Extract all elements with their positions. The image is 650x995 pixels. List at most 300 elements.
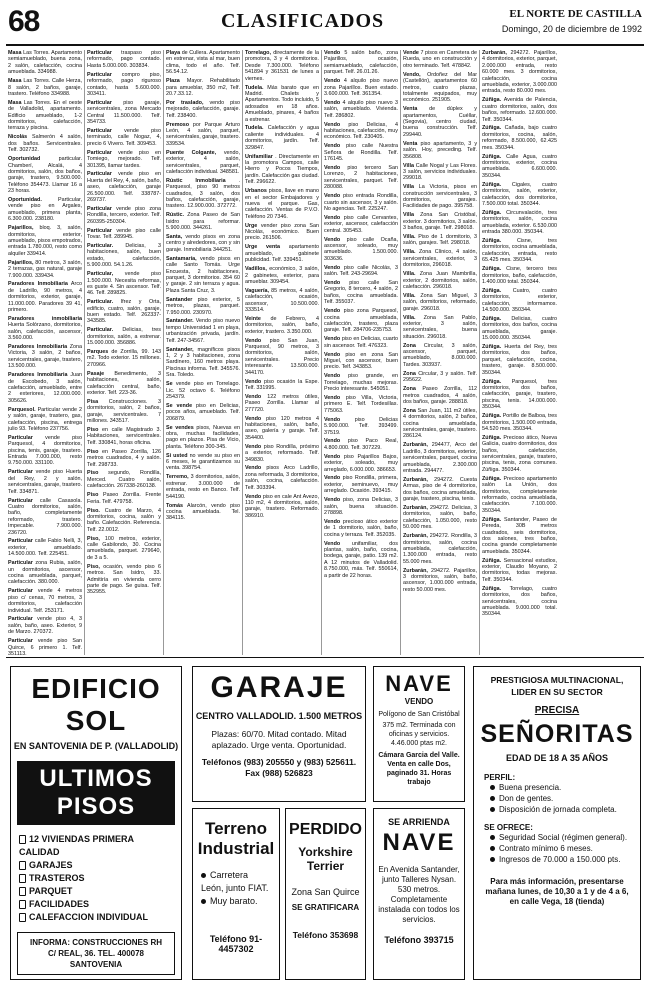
nave2-text: En Avenida Santander, junto Talleres Nysan. 530 metros. Completamente instalada con todos los servicios. <box>378 865 460 924</box>
classified-ad <box>324 336 398 349</box>
ad-text: piso calle Cervantes, exterior, ascensor, calefacción central. 305453. <box>324 214 398 234</box>
classified-ad <box>403 505 477 531</box>
classified-ad <box>324 417 398 436</box>
sol-feature-text: 12 VIVIENDAS PRIMERA CALIDAD <box>19 834 134 857</box>
classified-ad <box>403 72 477 104</box>
ad-lead: Rústic Inmobiliaria <box>166 177 226 184</box>
ad-lead: Particular <box>87 71 112 78</box>
ad-lead: Urbanos <box>245 188 267 195</box>
perfil-item <box>490 793 640 804</box>
classified-ad <box>8 156 82 194</box>
senoritas-intro1: PRESTIGIOSA MULTINACIONAL, <box>490 675 624 685</box>
ad-lead: Vendo <box>245 493 262 500</box>
ad-lead: Pajarillos, <box>8 225 34 232</box>
ad-lead: Vendo <box>324 214 341 221</box>
ad-text: de Zorrilla, 99. 143 m2. Todo exterior. 15 millones. 270966. <box>87 349 162 368</box>
ad-lead: Paradores Inmobiliaria <box>8 372 68 379</box>
ad-lead: Villa. <box>403 314 416 321</box>
perfil-item-text: Buena presencia. <box>499 783 562 792</box>
ad-lead: Particular <box>8 434 33 441</box>
ad-lead: Parques <box>87 349 109 356</box>
ad-lead: Oportunidad <box>8 156 41 163</box>
classified-ad <box>482 50 557 95</box>
sol-title: EDIFICIO SOL <box>31 673 161 736</box>
classified-ad <box>245 288 319 314</box>
classified-ad <box>403 163 477 182</box>
ad-text: vendo piso mejorado, calefacción, garaje. Telf. 238400. <box>166 99 241 119</box>
ad-lead: Vendo <box>324 395 341 401</box>
terreno-items <box>193 859 279 908</box>
classified-ad <box>245 494 319 520</box>
classified-column <box>85 50 164 655</box>
classified-ad <box>482 266 557 285</box>
ad-lead: Piso <box>87 470 99 477</box>
ad-lead: Masa <box>8 78 22 85</box>
classified-ad <box>403 315 477 341</box>
classified-ad <box>245 465 319 491</box>
ad-lead: Masa <box>8 99 22 106</box>
ofrece-item <box>490 843 640 854</box>
ad-lead: Playa <box>166 50 181 56</box>
classified-ad <box>403 249 477 268</box>
ad-text: piso San Juan, Parquesol, 90 metros, 3 dormitorios, salón, servicentrales. Precio interesante. 13.500.000. 344170. <box>245 337 320 376</box>
ad-text: piso exterior, 5 metros, plazas, parquet. 7.950.000. 230970. <box>166 296 240 316</box>
classified-ad <box>8 260 82 279</box>
boxes-rule <box>6 657 644 658</box>
classified-ad <box>482 210 557 236</box>
ad-lead: Vendo <box>324 121 341 128</box>
ad-lead: Vendo <box>324 143 341 150</box>
classified-ad <box>403 293 477 312</box>
ad-text: Parquesol, tres dormitorios, dos baños, calefacción, garaje, trastero, piscina, tenis. 14.000.000. 350344. <box>482 378 557 411</box>
classified-ad <box>403 568 477 594</box>
ad-lead: Particular <box>87 227 112 234</box>
ad-lead: Villa. <box>403 234 416 241</box>
bullet-icon <box>490 846 495 851</box>
ad-text: Juan de Escobedo, 3 salón, calefacción, amueblado, entre 2 exteriores, 12.000.000. 305626. <box>8 372 83 404</box>
ad-text: piso en cale Ant Avezo, 110 m2, 4 dormitorios, salón, garaje, trastero. Reformado. 386910. <box>245 493 319 519</box>
classified-ad <box>8 538 82 557</box>
classified-ad <box>166 403 240 422</box>
ad-lead: Zúñiga. <box>482 181 502 188</box>
ad-text: piso calle San Gregorio, 8 tercero, 4 salón, 2 baños, cocina amueblada. Telf. 355037. <box>324 280 398 306</box>
sol-feature <box>19 911 173 924</box>
classified-ad <box>87 371 161 397</box>
ad-lead: Paradores inmobiliaria <box>8 315 82 322</box>
ad-lead: Piso, <box>87 535 100 542</box>
classified-ad <box>245 379 319 392</box>
issue-date: Domingo, 20 de diciembre de 1992 <box>501 24 642 34</box>
ad-lead: Vendo <box>324 236 341 243</box>
garaje-description: Plazas: 60/70. Mitad contado. Mitad aplazado. Urge venta. Oportunidad. <box>211 729 347 750</box>
ad-text: zona Rubia, salón, un dormitorios, ascensor, cocina amueblada, parquet, calefacción. 380.000. <box>8 560 83 586</box>
classified-ad <box>166 50 240 76</box>
ad-text: apartamento amueblado, gabinete publicidad. Telf. 339451. <box>245 244 319 264</box>
classified-ad <box>87 299 161 325</box>
classified-ad <box>482 476 557 514</box>
classified-column <box>401 50 480 655</box>
ad-lead: Vendo <box>324 193 341 200</box>
senoritas-title: SEÑORITAS <box>480 720 634 748</box>
classified-ad <box>8 560 82 586</box>
ad-text: vende piso zona Rondilla, tercero, exterior. Telf. 260395-250304. <box>87 205 162 225</box>
ad-lead: Urge venta <box>245 244 281 251</box>
ad-text: Construcciones. 3 dormitorios, salón, 2 baños, garaje, servicentrales. 7 millones. 343517. <box>87 398 161 425</box>
ad-lead: Vendo <box>324 416 341 423</box>
classified-ad <box>324 122 398 141</box>
ad-lead: Venta <box>403 140 418 147</box>
ad-lead: Plaza <box>166 78 180 85</box>
ad-text: traspaso piso reformado, pago contado. Hasta 5.000.000. 303834. <box>87 50 161 69</box>
ad-lead: Piso <box>87 427 99 434</box>
ad-lead: Se <box>166 381 173 388</box>
ad-text: en Paseo Zorrilla, 126 metros cuadrados, 4 y salón. Telf. 298733. <box>87 448 161 468</box>
classified-ad <box>403 184 477 210</box>
ad-lead: Villa. <box>403 249 416 256</box>
ad-lead: Particular, <box>87 271 114 278</box>
ad-lead: Pisa <box>87 398 99 405</box>
ad-lead: Particular <box>87 50 112 56</box>
ad-text: de dúplex y apartamentos, Cuéllar, (Segovia), centro ciudad, buena construcción. Telf. 299440. <box>403 106 478 138</box>
classified-ad <box>482 379 557 411</box>
classified-ad <box>87 349 161 368</box>
ad-lead: Zúñiga. <box>482 125 502 132</box>
sol-feature <box>19 859 173 872</box>
ad-lead: Puente Colgante, <box>166 149 217 156</box>
classified-ad <box>324 395 398 414</box>
ad-text: Zona Victoria, 3 salón, 2 baños, servicentrales, garaje, trastero, 13.500.000. <box>8 344 83 370</box>
nave1-label: VENDO <box>404 697 434 706</box>
ad-lead: Vendo <box>324 438 341 445</box>
square-bullet-icon <box>19 913 26 922</box>
ad-lead: Zona <box>403 386 416 393</box>
classified-ad <box>166 150 240 176</box>
perfil-item-text: Don de gentes. <box>499 794 554 803</box>
ad-text: Avenida de Palencia, cuatro dormitorios, salón, dos baños, reformado. 12.600.000. Telf. 350344. <box>482 97 557 123</box>
senoritas-footer: Para más información, presentarse mañana lunes, de 10,30 a 1 y de 4 a 6, en calle Vega, 18 (tienda) <box>485 877 629 906</box>
ad-lead: Por traslado, <box>166 99 204 106</box>
bullet-icon <box>490 857 495 862</box>
classified-ad <box>8 344 82 370</box>
newspaper-name: EL NORTE DE CASTILLA <box>509 8 642 20</box>
ad-text: de Febrero, 4 dormitorios, salón, baño, exterior, trastero. 3.350.000. <box>245 315 319 335</box>
ad-text: Precioso ático, Nueva Galicia, cuatro dormitorios, dos baños, calefacción, servicentrales, garaje, trastero, piscina, tenis, zona comunes. Zúñiga. 350344. <box>482 434 558 473</box>
ad-text: Zona Clínico, 4 salón, servicentrales, exterior, 3 dormitorios, 296018. <box>403 249 478 269</box>
sol-feature <box>19 872 173 885</box>
nave2-title: NAVE <box>382 829 456 856</box>
ad-lead: Zona <box>403 407 416 414</box>
classified-ad <box>482 517 557 555</box>
classified-ad <box>8 225 82 257</box>
ad-text: Cisne, tres dormitorios, cocina amueblada, calefacción, entrada, resto 65.425 mes. 350344. <box>482 237 557 264</box>
ad-lead: Parquesol. <box>8 406 36 413</box>
ad-lead: Zúñiga. <box>482 287 502 294</box>
garaje-subtitle: CENTRO VALLADOLID. 1.500 METROS <box>195 711 363 721</box>
classified-ad <box>87 449 161 468</box>
classified-ad <box>166 178 240 210</box>
sol-features <box>11 833 181 924</box>
terreno-title: Terreno Industrial <box>197 819 275 858</box>
ad-text: piso Villa, Victoria, primero E. Telf. Tordesillas. 775063. <box>324 395 398 414</box>
perdido-title: PERDIDO <box>289 821 362 838</box>
classified-ad <box>166 256 240 294</box>
sol-info-address: C/ REAL, 36. TEL. 400078 <box>47 949 145 958</box>
ad-text: vende 4 metros piso c/ cenas, 70 metros, 3 dormitorios, calefacción individual. Telf. 253171. <box>8 588 83 614</box>
ad-lead: Particular <box>8 538 33 545</box>
classified-ad <box>324 454 398 473</box>
ad-text: Ordoñez del Mar (Castellón), apartamentos 60 metros, cuatro plazas, totalmente equipados, muy económico. 251905. <box>403 71 477 104</box>
ad-text: económico, 3 salón, 2 gabinetes, exterior, para amueblar. 309454. <box>245 266 319 285</box>
classified-ad <box>87 564 161 596</box>
ad-text: vende piso terminado, calle Nogaz, 4, precio 6 Vivero. Telf. 309453. <box>87 127 162 147</box>
ad-text: piso calle Ocaña, ascensor, soleado, muy amueblado. 1.500.000. 303636. <box>324 236 398 262</box>
header-rule <box>6 44 644 46</box>
ad-lead: Zúñiga. <box>482 97 502 104</box>
classified-columns <box>6 50 644 655</box>
ad-lead: Santa, <box>166 234 183 241</box>
ofrece-item-text: Contrato mínimo 6 meses. <box>499 844 593 853</box>
ad-lead: Villa <box>403 162 414 169</box>
ad-text: bloq. 3, salón, dormitorios, exterior, amueblado, pisos empotrados, entrada 1.780.000, resto como alquiler 339414. <box>8 225 82 257</box>
ofrece-item <box>490 854 640 865</box>
ad-lead: Vendo <box>324 475 341 482</box>
classified-ad <box>324 50 398 76</box>
classified-ad <box>482 413 557 432</box>
ad-text: piso apartamento, 3 y salón. Hoy, preceding. Telf. 356808. <box>403 140 478 160</box>
classified-ad <box>87 327 161 346</box>
ad-lead: Se vendes <box>166 424 194 431</box>
square-bullet-icon <box>19 874 26 883</box>
classified-ad <box>8 469 82 495</box>
ad-text: Circular, 3 y salón. Telf. 295622. <box>403 370 477 384</box>
classified-ad <box>8 498 82 536</box>
classified-ad <box>87 271 161 297</box>
nave2-label: SE ARRIENDA <box>388 817 450 827</box>
ad-lead: Vendo <box>324 497 341 504</box>
classified-ad <box>245 125 319 151</box>
sol-feature <box>19 898 173 911</box>
ad-terreno-industrial <box>192 808 280 980</box>
ad-lead: Piso, <box>87 563 100 570</box>
classified-ad <box>87 508 161 534</box>
perdido-breed: Yorkshire Terrier <box>298 845 353 873</box>
ad-nave-arrienda <box>373 808 465 980</box>
senoritas-ofrece-label: SE OFRECE: <box>484 823 533 832</box>
perfil-item <box>490 782 640 793</box>
ad-lead: Particular <box>87 127 112 134</box>
classified-ad <box>245 223 319 242</box>
classified-ad <box>166 453 240 472</box>
ad-text: segundo, Rondilla, Merced. Cuatro salón, calefacción. 267338-260138. <box>87 470 162 490</box>
ad-nave-vendo <box>373 666 465 802</box>
classified-ad <box>87 470 161 489</box>
ad-text: Sensacional estudios, exterior, Claudio Moyano, 2 dormitorios, todas mejoras. Telf. 350344. <box>482 557 557 583</box>
ad-lead: Zurbarán, <box>482 50 507 56</box>
classified-ad <box>166 318 240 344</box>
ad-text: vende piso San Quirce, 6 primero 1. Telf. 351113. <box>8 638 82 655</box>
ad-text: Particular vende 2 y salón, garaje, trastero, gas, calefacción, piscina, entrega julio 93. Teléfono 237756. <box>8 406 83 432</box>
ad-lead: Zúñiga. <box>482 516 502 523</box>
senoritas-ofrece-list <box>490 832 640 865</box>
ad-lead: Tudela. <box>245 125 264 132</box>
classified-column <box>480 50 559 655</box>
ad-text: vende piso 4, 3 salón, baño, aseo. Exterior, 9 de Marzo. 270372. <box>8 616 82 636</box>
ad-lead: Paradores Inmobiliaria <box>8 344 68 351</box>
section-title: CLASIFICADOS <box>221 10 385 32</box>
ad-text: calle Casasola. Cuatro dormitorios, salón, baño, completamente reformado, trastero. Impecable. 7.900.000. 236720. <box>8 497 82 536</box>
ad-text: Delicias, 3 habitaciones, salón, buen estado, calefacción, 5.900.000. 54.1.26. <box>87 242 161 269</box>
ad-text: Ifrez y Orta, edificio, cuatro, salón, garaje, buen estado. Telf. 262337-343585. <box>87 299 162 325</box>
ad-lead: Zúñiga. <box>482 378 502 385</box>
ad-lead: Particular <box>87 149 112 156</box>
classified-ad <box>8 638 82 655</box>
sol-subtitle: EN SANTOVENIA DE P. (VALLADOLID) <box>13 741 179 751</box>
sol-info <box>17 932 175 975</box>
ad-lead: Zona <box>403 370 416 377</box>
garaje-title: GARAJE <box>210 671 348 704</box>
senoritas-intro2: LIDER EN SU SECTOR <box>511 687 603 697</box>
ad-lead: Vendo <box>324 453 341 460</box>
ad-lead: Zúñiga. <box>482 209 502 216</box>
ad-lead: Unifamiliar <box>245 153 273 160</box>
ad-text: 294272. Pajarillos, 3 dormitorios, salón, baño, ascensor, 1.000.000 entrada, resto 50.000 mes. <box>403 567 478 593</box>
ad-text: piso Rondilla, primera, exterior, seminuevo, muy arreglado. Ocasión. 393415. <box>324 475 398 495</box>
ad-text: Circular, 3 salón, ascensor, parquet, amueblado, 8.000.000. Tardes. 303937. <box>403 342 477 368</box>
classified-ad <box>245 316 319 335</box>
ad-garaje <box>192 666 366 802</box>
bullet-icon <box>490 835 495 840</box>
classified-ad <box>245 244 319 263</box>
ad-text: San Juan, 111 m2 útiles, 4 dormitorios, salón, 2 baños, cocina amueblada, servicentrales, garaje, trastero. 286124. <box>403 407 478 440</box>
ad-lead: Villa <box>403 184 414 191</box>
ad-lead: Vendo <box>324 540 341 547</box>
ad-text: . Parquesol, piso 90 metros cuadrados, 3 salón, dos baños, calefacción, garaje, trastero. 12.900.000. 372772. <box>166 177 240 210</box>
terreno-item <box>201 869 273 895</box>
perdido-zone: Zona San Quirce <box>291 887 360 897</box>
ad-text: piso Paco Real, 4.800.000. Telf. 307229. <box>324 438 398 451</box>
classified-ad <box>87 492 161 505</box>
ad-text: Paseo Zorrilla. Frente Feria. Telf. 479758. <box>87 492 161 505</box>
ad-lead: Particular <box>8 469 33 476</box>
classified-ad <box>403 442 477 474</box>
classified-ad <box>324 475 398 494</box>
ad-lead: Tudela. <box>245 84 264 91</box>
sol-info-town: SANTOVENIA <box>69 960 123 969</box>
ad-text: Zona San Pablo, exterior, 3 salón, servicentrales, buena situación. 296018. <box>403 314 477 340</box>
sol-feature-text: FACILIDADES <box>29 899 90 909</box>
ad-lead: Zúñiga. <box>482 475 502 482</box>
classified-ad <box>245 416 319 442</box>
ad-lead: Piso <box>87 492 99 499</box>
ad-text: de Cullera. Apartamento en estrenar, vista al mar, buen clima, todo el año. Telf. 56.54.12. <box>166 50 240 76</box>
square-bullet-icon <box>19 861 26 870</box>
classified-ad <box>8 407 82 433</box>
ad-text: Mayor. Rehabilitado para amueblar, 350 m2, Telf. 20.7.33.12. <box>166 78 240 97</box>
classified-ad <box>245 154 319 186</box>
ad-lead: Vendo <box>245 337 262 344</box>
ad-text: Paseo Zorrilla, 112 metros cuadrados, 4 salón, dos baños, garaje. 288818. <box>403 386 477 405</box>
classified-ad <box>245 394 319 413</box>
ad-lead: Torrelago, <box>245 50 271 56</box>
ad-lead: Piso. <box>87 507 100 514</box>
ofrece-item-text: Seguridad Social (régimen general). <box>499 833 628 842</box>
ad-lead: Vendo <box>245 443 262 450</box>
ad-lead: Vendo <box>245 393 262 400</box>
ad-text: piso Rondilla, próximo a exterior, reformado. Telf. 349830. <box>245 443 319 463</box>
ad-text: no vende su piso en 6 meses, le garantizamos su venta. 398754. <box>166 452 240 472</box>
ad-lead: Pasaje <box>87 370 105 377</box>
ad-lead: Zurbarán, <box>403 567 428 574</box>
bullet-icon <box>201 873 206 878</box>
classified-ad <box>87 100 161 126</box>
ad-lead: Zúñiga. <box>482 153 502 160</box>
ad-lead: Vendo <box>324 264 341 271</box>
perfil-item-text: Disposición de jornada completa. <box>499 805 617 814</box>
ad-text: 294272. Pajarillos, 4 dormitorios, exterior, parquet, 2.000.000 entrada, resto 60.000 mes. 3 dormitorios, calefacción, cocina amueblada, exterior, 3.000.000 entrada, resto 80.000 mes. <box>482 50 558 95</box>
classified-ad <box>166 122 240 148</box>
bullet-icon <box>490 796 495 801</box>
classified-ad <box>166 212 240 231</box>
ad-lead: Zúñiga. <box>482 585 502 592</box>
ad-text: precioso ático exterior de 1 dormitorio, salón, baño, cocina y terraza. Telf. 352035. <box>324 518 399 538</box>
ad-text: directamente de la promotora, 3 y 4 dormitorios. Desde 7.300.000. Teléfono 541894 y 361531 de lunes a viernes. <box>245 50 320 82</box>
classified-ad <box>482 558 557 584</box>
classified-ad <box>166 474 240 500</box>
ad-text: Delicias, cuatro dormitorios, dos baños, cocina amueblada, garaje. 15.000.000. 350344. <box>482 315 557 342</box>
ad-text: pisos Arco Ladrillo, zona reformada, 3 dormitorios, salón, cocina, calefacción. Telf. 303394. <box>245 465 319 491</box>
ad-lead: Oportunidad. <box>8 197 42 204</box>
nave1-title: NAVE <box>385 671 453 696</box>
ad-text: vendo pisos en zona centro y alrededores, con y sin garaje. Inmobiliaria 344251. <box>166 234 241 253</box>
ad-lead: Villa. <box>403 271 416 278</box>
classified-ad <box>245 188 319 220</box>
ad-lead: Vendo <box>324 336 341 343</box>
ad-lead: Rústic. <box>166 212 184 219</box>
ad-text: piso calle Nicolás, 3 salón. Telf. 243-29694. <box>324 264 399 278</box>
classified-ad <box>87 150 161 169</box>
classified-ad <box>8 281 82 313</box>
ad-text: Calle Nogal y Las Flores. 3 salón, servicios individuales. 299018. <box>403 162 477 182</box>
classified-ad <box>324 280 398 306</box>
ad-lead: Santander <box>166 296 193 303</box>
ad-lead: Zúñiga. <box>482 315 502 322</box>
classified-ad <box>324 373 398 392</box>
classified-ad <box>8 134 82 153</box>
classified-ad <box>324 541 398 579</box>
classified-ad <box>87 206 161 225</box>
ad-text: Zona San Miguel, 3 salón, dormitorios, reformado, garaje. 296018. <box>403 292 477 312</box>
ad-text: unifamiliar, dos plantas, salón, baño, cocina, bodega, garaje, patio. 139 m2. A 12 minutos de Valladolid. 8.750.000, más. Telf. 550614, a partir de 22 horas. <box>324 540 398 579</box>
classified-ad <box>166 381 240 400</box>
classified-ad <box>87 427 161 446</box>
ad-text: La Victoria, pisos en construcción servicentrales, 3 dormitorios, garajes. Facilidades de pago. 395758. <box>403 184 477 210</box>
ad-lead: Santander. <box>166 318 194 325</box>
senoritas-perfil-list <box>490 782 640 815</box>
ad-text: 85 metros, 4 salón, calefacción, ocasión, ascensor, 10.500.000. 333514. <box>245 287 319 314</box>
ad-text: piso garaje, servicentrales, zona Mercado Central 11.500.000. Telf. 354733. <box>87 99 161 126</box>
classified-ad <box>324 165 398 191</box>
classified-ad <box>403 141 477 160</box>
ad-text: Zona Juan Mambrilla, exterior, 2 dormitorios, salón, calefacción. 296018. <box>403 271 477 290</box>
terreno-item <box>201 895 273 908</box>
ad-lead: Si usted <box>166 452 188 459</box>
nave2-phone: Teléfono 393715 <box>384 935 454 945</box>
ad-lead: Villa <box>403 212 414 219</box>
nave1-text2: 375 m2. Terminada con oficinas y servicios. 4.46.000 ptas m2. <box>382 722 456 747</box>
ad-text: vender piso zona San Nicolás, económico. Buen precio. 261506. <box>245 222 319 242</box>
ad-edificio-sol <box>10 666 182 980</box>
ad-text: Particular, vende piso en Argales, amueblado, primera planta, 6.300.000. 238180. <box>8 197 82 223</box>
